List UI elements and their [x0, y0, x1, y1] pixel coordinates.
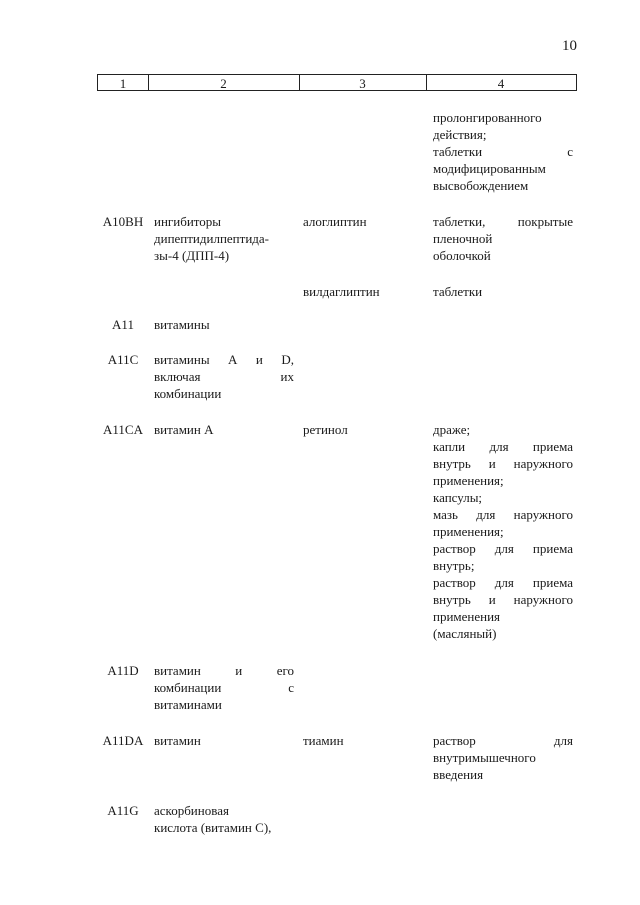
drug-name: ретинол [303, 422, 348, 437]
group-line: зы-4 (ДПП-4) [154, 248, 230, 263]
drug-name: вилдаглиптин [303, 284, 380, 299]
form-line: пленочной [433, 231, 493, 246]
pharmacological-group: витамины [154, 317, 210, 332]
pharmacological-group [154, 213, 294, 264]
form-line: капсулы; [433, 490, 483, 505]
pharmacological-group [154, 662, 294, 713]
group-line: включая их [154, 369, 294, 384]
atc-code: A11CA [103, 422, 143, 437]
form-line: оболочкой [433, 248, 491, 263]
page-number: 10 [562, 38, 577, 54]
dosage-form [433, 421, 573, 642]
header-col-2: 2 [148, 74, 300, 91]
dosage-form [433, 213, 573, 264]
group-line: витаминами [154, 697, 222, 712]
pharmacological-group: витамин [154, 733, 201, 748]
form-line: действия; [433, 127, 487, 142]
drug-name: алоглиптин [303, 214, 367, 229]
atc-code: A10BH [102, 214, 144, 229]
atc-code: A11G [107, 803, 139, 818]
form-line: применения; [433, 524, 504, 539]
form-line: драже; [433, 422, 471, 437]
form-line: применения; [433, 473, 504, 488]
form-line: пролонгированного [433, 110, 542, 125]
header-col-3: 3 [299, 74, 427, 91]
atc-code: A11 [112, 317, 134, 332]
form-line: внутрь; [433, 558, 475, 573]
group-line: дипептидилпептида- [154, 231, 269, 246]
form-line: (масляный) [433, 626, 497, 641]
form-line: раствор для приема [433, 541, 573, 556]
continuation-dosage-form [433, 109, 573, 194]
form-line: внутрь и наружного [433, 456, 573, 471]
atc-code: A11D [107, 663, 139, 678]
form-line: высвобождением [433, 178, 529, 193]
form-line: раствор для [433, 733, 573, 748]
header-col-4: 4 [426, 74, 577, 91]
form-line: введения [433, 767, 484, 782]
group-line: комбинации [154, 386, 222, 401]
group-line: ингибиторы [154, 214, 222, 229]
form-line: внутрь и наружного [433, 592, 573, 607]
form-line: применения [433, 609, 501, 624]
form-line: раствор для приема [433, 575, 573, 590]
group-line: комбинации с [154, 680, 294, 695]
dosage-form [433, 732, 573, 783]
pharmacological-group: витамин А [154, 422, 214, 437]
form-line: модифицированным [433, 161, 546, 176]
atc-code: A11DA [102, 733, 144, 748]
group-line: витамин и его [154, 663, 294, 678]
dosage-form: таблетки [433, 284, 483, 299]
atc-code: A11C [107, 352, 139, 367]
form-line: таблетки, покрытые [433, 214, 573, 229]
form-line: внутримышечного [433, 750, 536, 765]
group-line: аскорбиновая [154, 803, 229, 818]
group-line: витамины А и D, [154, 352, 294, 367]
group-line: кислота (витамин С), [154, 820, 272, 835]
form-line: таблетки с [433, 144, 573, 159]
pharmacological-group [154, 802, 294, 836]
form-line: капли для приема [433, 439, 573, 454]
header-col-1: 1 [97, 74, 149, 91]
pharmacological-group [154, 351, 294, 402]
drug-name: тиамин [303, 733, 344, 748]
form-line: мазь для наружного [433, 507, 573, 522]
